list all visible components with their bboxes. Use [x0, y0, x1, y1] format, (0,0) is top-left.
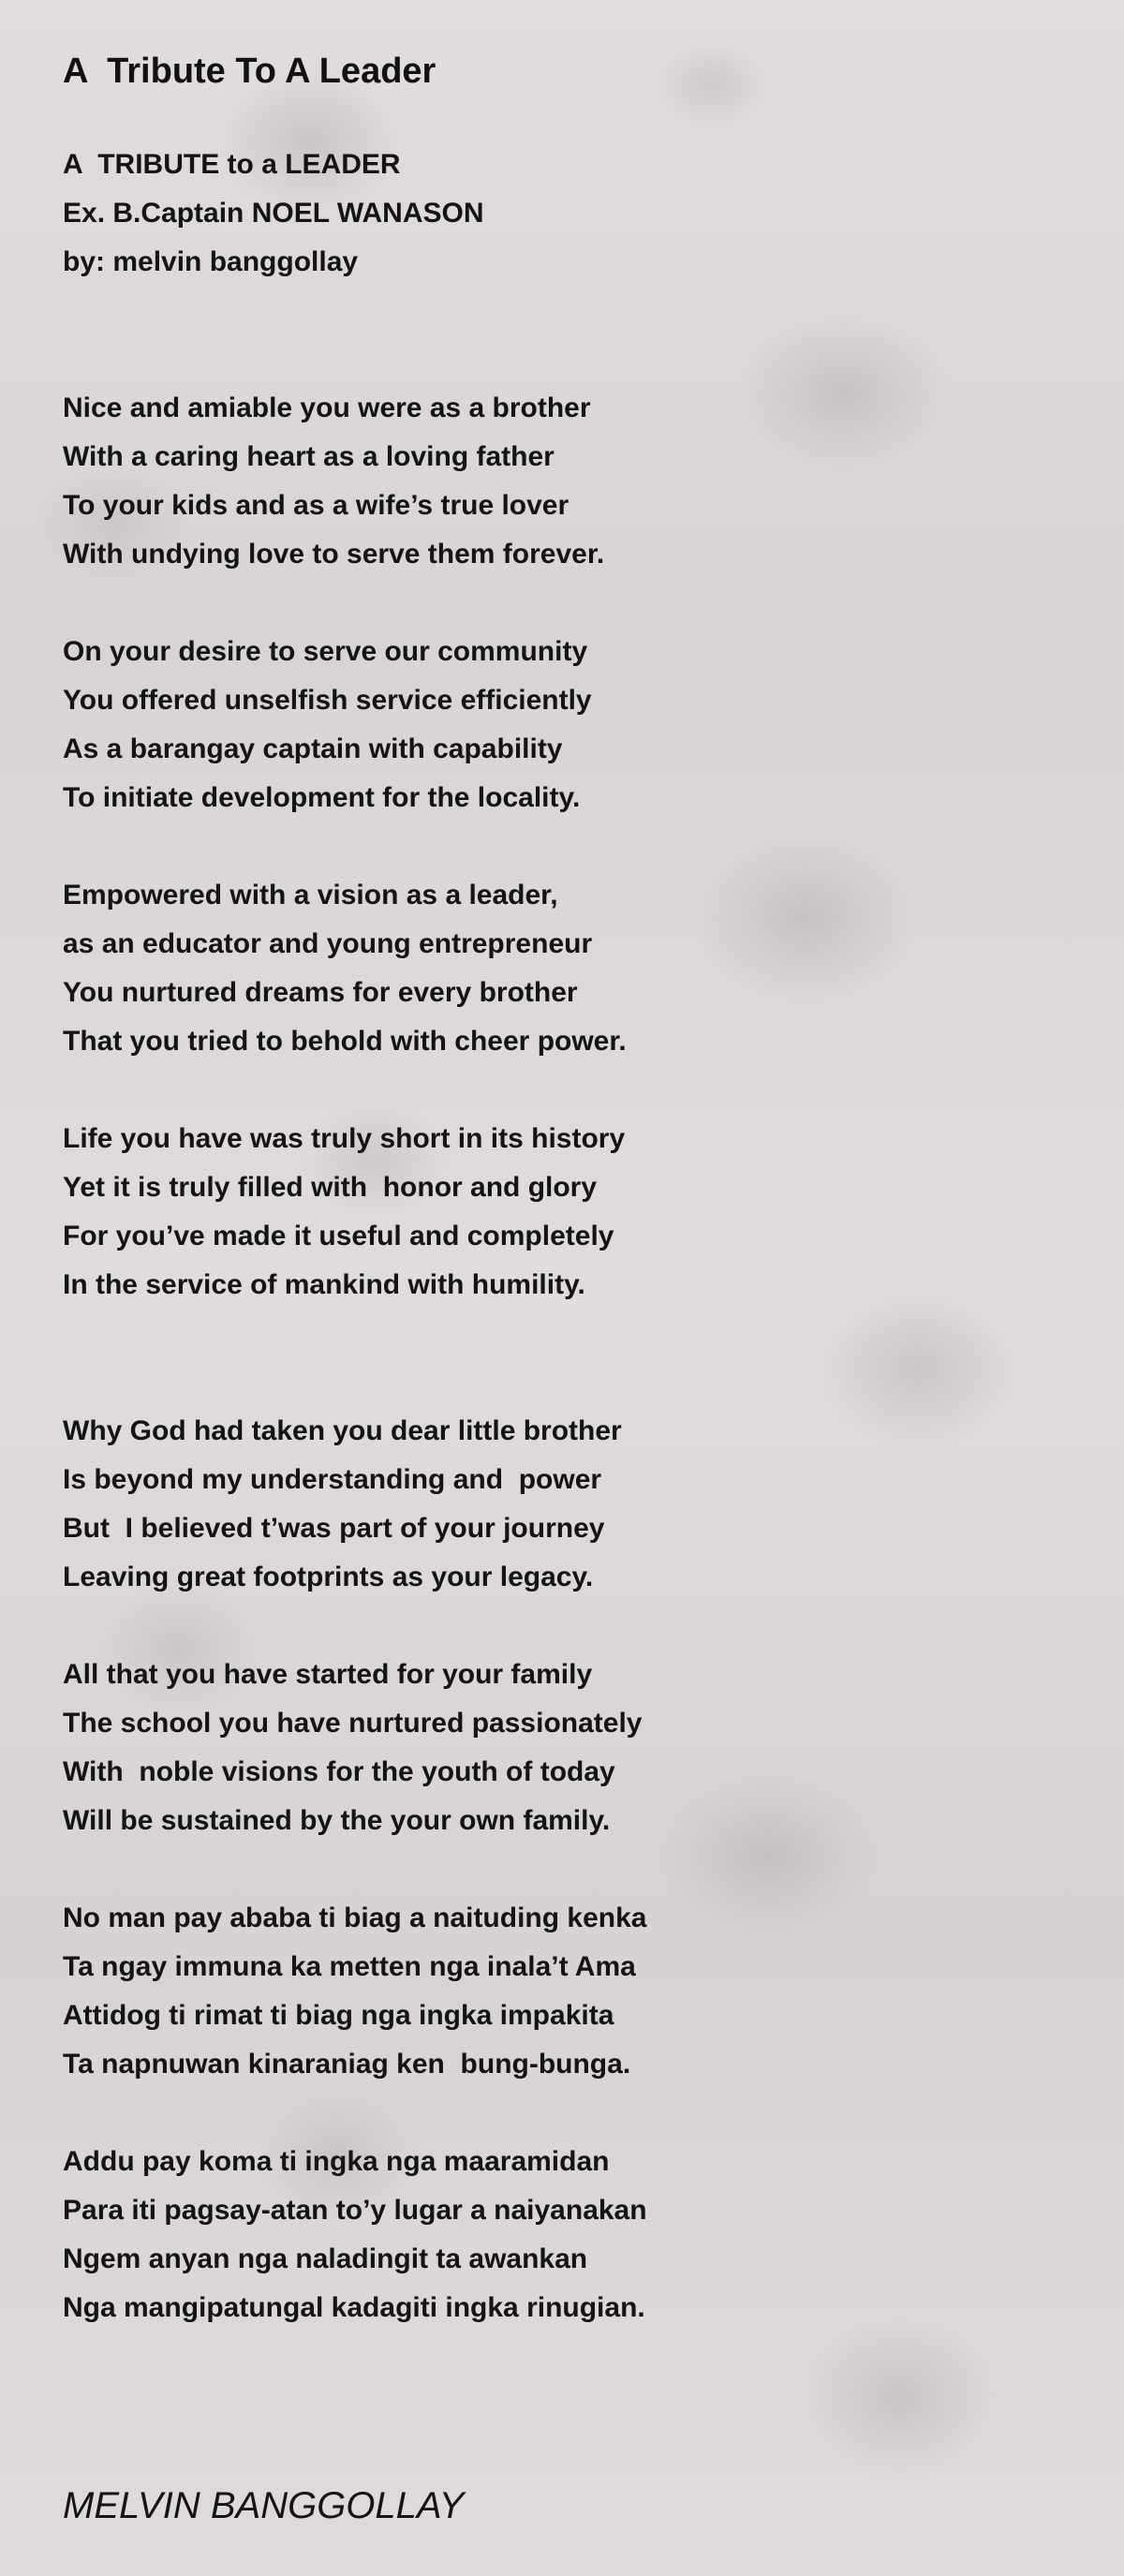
poem-line: All that you have started for your family [63, 1659, 593, 1690]
poem-line: Ngem anyan nga naladingit ta awankan [63, 2243, 588, 2274]
poem-line: as an educator and young entrepreneur [63, 928, 593, 959]
poem-line: You nurtured dreams for every brother [63, 977, 578, 1008]
poem-line: Attidog ti rimat ti biag nga ingka impakita [63, 2000, 614, 2031]
poem-line: Why God had taken you dear little brother [63, 1415, 622, 1446]
poem-author: MELVIN BANGGOLLAY [63, 2485, 465, 2526]
poem-line: Nice and amiable you were as a brother [63, 392, 591, 423]
poem-line: A TRIBUTE to a LEADER [63, 149, 401, 180]
poem-line: To initiate development for the locality. [63, 782, 581, 813]
poem-line: You offered unselfish service efficiently [63, 685, 592, 716]
poem-line: Life you have was truly short in its history [63, 1123, 626, 1154]
poem-line: With noble visions for the youth of today [63, 1756, 615, 1787]
poem-line: Ex. B.Captain NOEL WANASON [63, 198, 484, 229]
poem-line: As a barangay captain with capability [63, 733, 563, 764]
blank-line [63, 2089, 1074, 2138]
poem-line: No man pay ababa ti biag a naituding kenka [63, 1902, 647, 1933]
blank-line [63, 1358, 1074, 1407]
blank-line [63, 1845, 1074, 1894]
blank-line [63, 1066, 1074, 1115]
blank-line [63, 335, 1074, 384]
poem-line: In the service of mankind with humility. [63, 1269, 585, 1300]
poem-line: Ta napnuwan kinaraniag ken bung-bunga. [63, 2049, 631, 2080]
poem-line: That you tried to behold with cheer power. [63, 1026, 627, 1057]
poem-line: With a caring heart as a loving father [63, 441, 555, 472]
poem-title: A Tribute To A Leader [63, 52, 436, 91]
blank-line [63, 1310, 1074, 1358]
poem-line: Addu pay koma ti ingka nga maaramidan [63, 2146, 610, 2177]
blank-line [63, 1602, 1074, 1651]
blank-line [63, 579, 1074, 628]
poem-line: Leaving great footprints as your legacy. [63, 1562, 594, 1592]
poem-line: Ta ngay immuna ka metten nga inala’t Ama [63, 1951, 636, 1982]
poem-line: On your desire to serve our community [63, 636, 588, 667]
poem-line: But I believed t’was part of your journey [63, 1513, 605, 1544]
blank-line [63, 822, 1074, 871]
poem-line: To your kids and as a wife’s true lover [63, 490, 569, 521]
poem-line: For you’ve made it useful and completely [63, 1221, 614, 1251]
poem-line: Will be sustained by the your own family. [63, 1805, 611, 1836]
poem-line: Is beyond my understanding and power [63, 1464, 602, 1495]
poem-line: Yet it is truly filled with honor and glory [63, 1172, 598, 1203]
poem-line: Nga mangipatungal kadagiti ingka rinugian. [63, 2292, 645, 2323]
poem-line: With undying love to serve them forever. [63, 539, 605, 570]
poem-line: by: melvin banggollay [63, 246, 359, 277]
poem-body [63, 141, 1074, 2332]
poem-line: Para iti pagsay-atan to’y lugar a naiyanakan [63, 2195, 647, 2226]
poem-line: Empowered with a vision as a leader, [63, 880, 558, 910]
blank-line [63, 287, 1074, 335]
poem-line: The school you have nurtured passionately [63, 1708, 643, 1739]
